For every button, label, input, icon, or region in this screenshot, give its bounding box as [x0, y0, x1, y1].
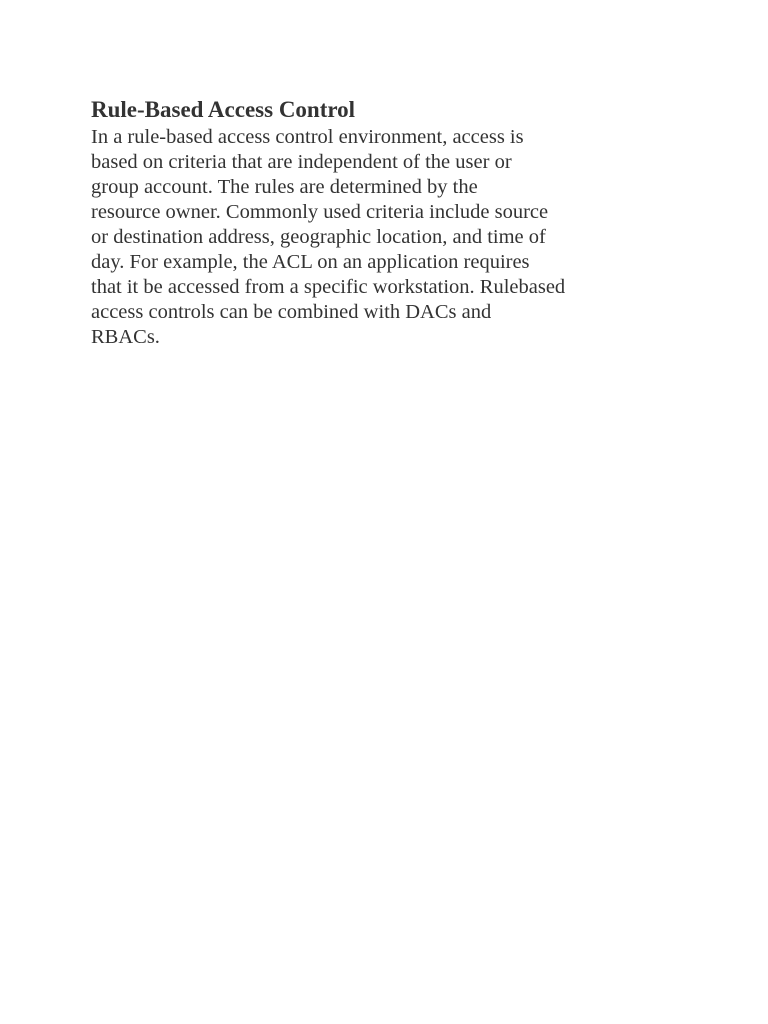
paragraph-line: that it be accessed from a specific workstation. Rulebased [91, 276, 566, 298]
paragraph-line: In a rule-based access control environment, access is [91, 126, 524, 148]
paragraph-line: day. For example, the ACL on an application requires [91, 251, 530, 273]
document-content [91, 95, 651, 350]
paragraph-line: group account. The rules are determined by the [91, 176, 478, 198]
section-heading: Rule-Based Access Control [91, 97, 356, 122]
paragraph-line: or destination address, geographic location, and time of [91, 226, 546, 248]
paragraph-line: based on criteria that are independent of the user or [91, 151, 512, 173]
body-paragraph [91, 125, 651, 350]
paragraph-line: access controls can be combined with DACs and [91, 301, 492, 323]
paragraph-line: RBACs. [91, 326, 160, 348]
paragraph-line: resource owner. Commonly used criteria include source [91, 201, 549, 223]
